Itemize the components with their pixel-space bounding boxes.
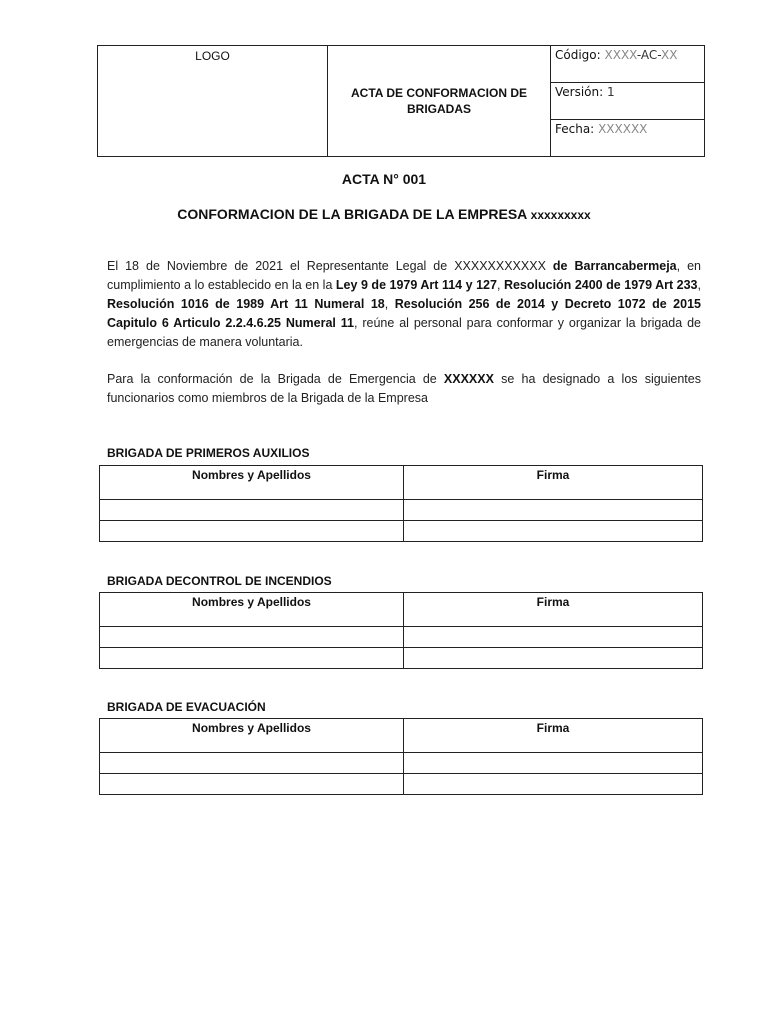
signature-cell[interactable]	[404, 627, 703, 648]
document-header	[97, 45, 705, 157]
table-control-incendios	[99, 592, 703, 669]
section-title-evacuacion: BRIGADA DE EVACUACIÓN	[107, 700, 266, 714]
signature-cell[interactable]	[404, 521, 703, 542]
table-row	[100, 648, 703, 669]
signature-cell[interactable]	[404, 500, 703, 521]
name-cell[interactable]	[100, 648, 404, 669]
name-cell[interactable]	[100, 774, 404, 795]
acta-number: ACTA N° 001	[341, 171, 427, 187]
column-header-nombres: Nombres y Apellidos	[100, 593, 404, 627]
main-title: CONFORMACION DE LA BRIGADA DE LA EMPRESA xxxxxxxxx	[177, 206, 591, 222]
table-row	[100, 500, 703, 521]
logo-cell	[98, 46, 328, 157]
logo-placeholder: LOGO	[195, 49, 230, 63]
intro-paragraph: El 18 de Noviembre de 2021 el Representante Legal de XXXXXXXXXXX de Barrancabermeja, en cumplimiento a lo establecido en la en la Ley 9 de 1979 Art 114 y 127, Resolución 2400 de 1979 Art 233, Resolución 1016 de 1989 Art 11 Numeral 18, Resolución 256 de 2014 y Decreto 1072 de 2015 Capitulo 6 Articulo 2.2.4.6.25 Numeral 11, reúne al personal para conformar y organizar la brigada de emergencias de manera voluntaria.	[107, 259, 702, 349]
column-header-firma: Firma	[404, 593, 703, 627]
name-cell[interactable]	[100, 500, 404, 521]
name-cell[interactable]	[100, 521, 404, 542]
fecha-field: Fecha: XXXXXX	[551, 120, 705, 157]
signature-cell[interactable]	[404, 648, 703, 669]
table-primeros-auxilios	[99, 465, 703, 542]
signature-cell[interactable]	[404, 774, 703, 795]
table-row	[100, 774, 703, 795]
table-evacuacion	[99, 718, 703, 795]
column-header-firma: Firma	[404, 719, 703, 753]
signature-cell[interactable]	[404, 753, 703, 774]
column-header-nombres: Nombres y Apellidos	[100, 719, 404, 753]
designation-paragraph: Para la conformación de la Brigada de Emergencia de XXXXXX se ha designado a los siguientes funcionarios como miembros de la Brigada de la Empresa	[107, 372, 701, 405]
version-field: Versión: 1	[551, 83, 705, 120]
table-row	[100, 753, 703, 774]
column-header-firma: Firma	[404, 466, 703, 500]
name-cell[interactable]	[100, 753, 404, 774]
section-title-control-incendios: BRIGADA DECONTROL DE INCENDIOS	[107, 574, 332, 588]
codigo-field: Código: XXXX-AC-XX	[551, 46, 705, 83]
document-title: ACTA DE CONFORMACION DE BRIGADAS	[328, 46, 551, 157]
name-cell[interactable]	[100, 627, 404, 648]
table-row	[100, 521, 703, 542]
column-header-nombres: Nombres y Apellidos	[100, 466, 404, 500]
section-title-primeros-auxilios: BRIGADA DE PRIMEROS AUXILIOS	[107, 446, 310, 460]
table-row	[100, 627, 703, 648]
